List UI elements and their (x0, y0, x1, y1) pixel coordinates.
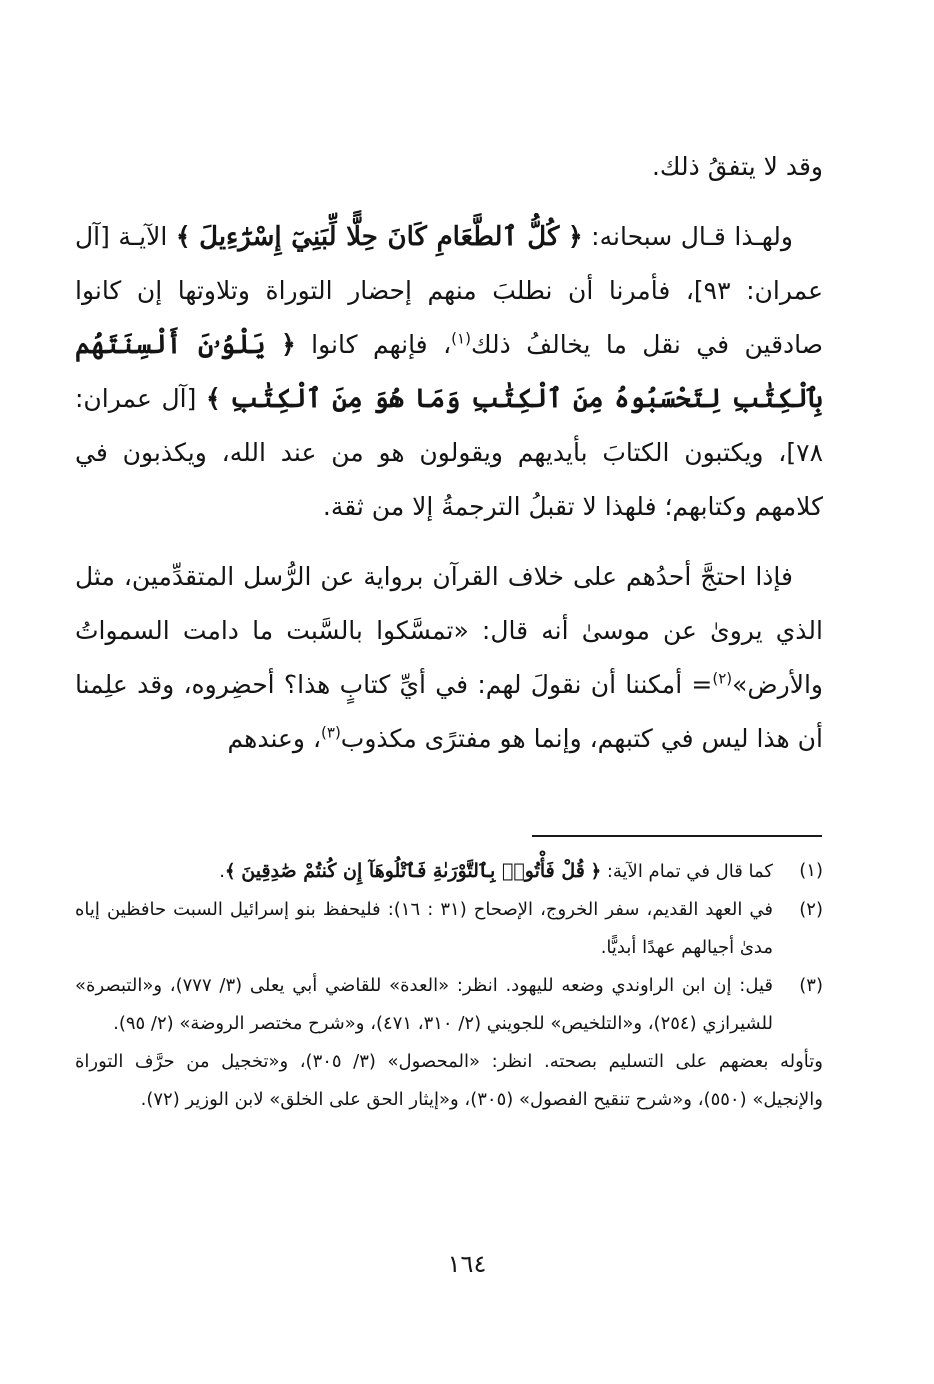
main-text (75, 140, 823, 782)
paragraph-1 (75, 140, 823, 194)
paragraph-2-body: الآيـة [آل عمران: ٩٣]، فأمرنا أن نطلبَ منهم إحضار التوراة وتلاوتها إن كانوا صادقين في نقل ما يخالفُ ذلك (75, 222, 823, 359)
footnote-1-body (75, 852, 773, 891)
footnote-1-number: (١) (799, 860, 823, 881)
quran-verse-2: يَلْوُۥنَ أَلْسِنَتَهُم بِٱلْكِتَٰبِ لِتَحْسَبُوهُ مِنَ ٱلْكِتَٰبِ وَمَا هُوَ مِنَ ٱلْكِتَٰبِ (75, 330, 823, 414)
footnote-3-number: (٣) (799, 975, 823, 996)
paragraph-2-lead: ولهـذا قـال سبحانه: (582, 222, 793, 251)
ayah-open-bracket-2: ﴿ (281, 330, 296, 359)
footnote-ayah-close-bracket: ﴾ (225, 861, 236, 882)
footnote-ayah-open-bracket: ﴿ (590, 861, 602, 882)
ayah-open-bracket: ﴿ (567, 222, 583, 251)
footnotes (75, 852, 823, 1119)
ayah-close-bracket: ﴾ (175, 222, 191, 251)
ayah-close-bracket-2: ﴾ (205, 384, 221, 413)
paragraph-3-text-2: = أمكننا أن نقولَ لهم: في أيِّ كتابٍ هذا؟ أحضِروه، وقد علِمنا أن هذا ليس في كتبهم، وإنما هو مفترًى مكذوب (75, 670, 823, 753)
footnote-separator (532, 835, 822, 837)
footnote-1 (75, 852, 823, 891)
footnote-2-number: (٢) (799, 899, 823, 920)
footnote-2 (75, 891, 823, 967)
footnote-3-continuation: وتأوله بعضهم على التسليم بصحته. انظر: «المحصول» (٣/ ٣٠٥)، و«تخجيل من حرَّف التوراة والإنجيل» (٥٥٠)، و«شرح تنقيح الفصول» (٣٠٥)، و«إيثار الحق على الخلق» لابن الوزير (٧٢). (75, 1051, 823, 1110)
footnote-1-end: . (219, 861, 225, 882)
footnote-3-body: قيل: إن ابن الراوندي وضعه لليهود. انظر: «العدة» للقاضي أبي يعلى (٣/ ٧٧٧)، و«التبصرة» للشيرازي (٢٥٤)، و«التلخيص» للجويني (٢/ ٣١٠، ٤٧١)، و«شرح مختصر الروضة» (٢/ ٩٥). (75, 975, 773, 1034)
paragraph-1-text: وقد لا يتفقُ ذلك. (651, 152, 823, 181)
paragraph-3 (75, 550, 823, 766)
page-number: ١٦٤ (447, 1250, 487, 1278)
footnote-1-lead: كما قال في تمام الآية: (601, 861, 773, 882)
footnote-3 (75, 967, 823, 1043)
paragraph-2 (75, 210, 823, 534)
footnote-ref-3[interactable]: (٣) (321, 723, 341, 742)
paragraph-2-body-3: [آل عمران: ٧٨]، ويكتبون الكتابَ بأيديهم ويقولون هو من عند الله، ويكذبون في كلامهم وكتابهم؛ فلهذا لا تقبلُ الترجمةُ إلا من ثقة. (75, 384, 823, 521)
footnote-ref-1[interactable]: (١) (451, 329, 471, 348)
quran-verse-1: كُلُّ ٱلطَّعَامِ كَانَ حِلًّا لِّبَنِيٓ إِسْرَٰٓءِيلَ (199, 222, 560, 252)
paragraph-3-text-3: ، وعندهم (227, 724, 322, 753)
paragraph-3-text-1: فإذا احتجَّ أحدُهم على خلاف القرآن برواية عن الرُّسل المتقدِّمين، مثل الذي يروىٰ عن موسىٰ أنه قال: «تمسَّكوا بالسَّبت ما دامت السمواتُ والأرض» (75, 562, 823, 699)
footnote-ref-2[interactable]: (٢) (712, 669, 733, 688)
paragraph-2-body-2: ، فإنهم كانوا (295, 330, 452, 359)
footnote-2-body: في العهد القديم، سفر الخروج، الإصحاح (٣١ : ١٦): فليحفظ بنو إسرائيل السبت حافظين إياه مدىٰ أجيالهم عهدًا أبديًّا. (75, 899, 773, 958)
footnote-quran-verse: قُلْ فَأْتُوا۟ بِٱلتَّوْرَىٰةِ فَٱتْلُوهَآ إِن كُنتُمْ صَٰدِقِينَ (241, 860, 585, 882)
